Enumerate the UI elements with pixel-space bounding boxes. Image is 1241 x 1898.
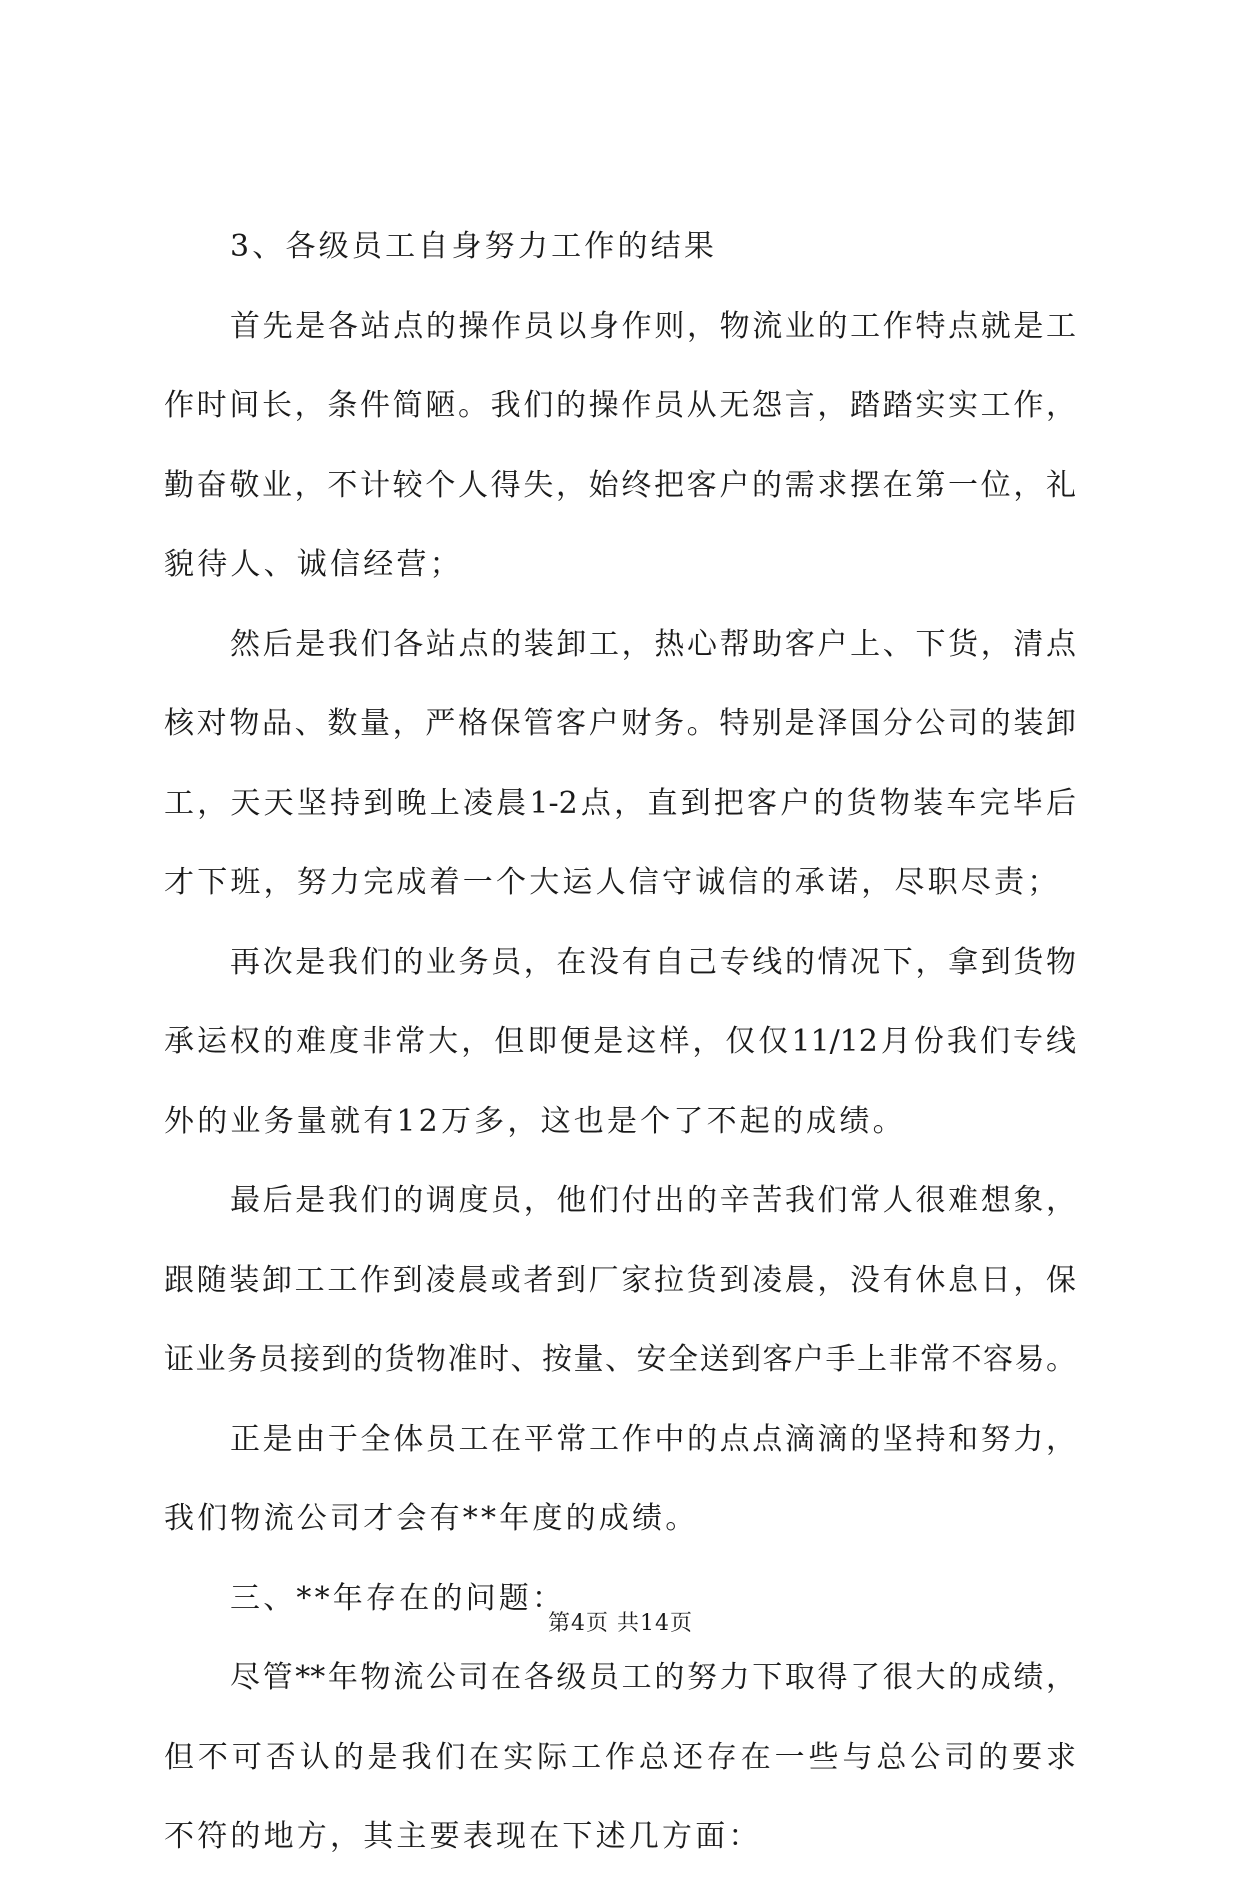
paragraph-line: 作时间长，条件简陋。我们的操作员从无怨言，踏踏实实工作， (164, 388, 1076, 423)
paragraph-line: 承运权的难度非常大，但即便是这样，仅仅11/12月份我们专线 (164, 1024, 1076, 1059)
paragraph-line: 尽管**年物流公司在各级员工的努力下取得了很大的成绩， (230, 1660, 1076, 1695)
page-number-footer: 第4页 共14页 (548, 1611, 693, 1636)
paragraph-line: 才下班，努力完成着一个大运人信守诚信的承诺，尽职尽责； (164, 865, 1061, 900)
document-body (164, 228, 1076, 1898)
paragraph-line: 我们物流公司才会有**年度的成绩。 (164, 1501, 699, 1536)
paragraph-line: 再次是我们的业务员，在没有自己专线的情况下，拿到货物 (230, 944, 1076, 980)
paragraph-line: 核对物品、数量，严格保管客户财务。特别是泽国分公司的装卸 (164, 706, 1076, 741)
paragraph-line: 然后是我们各站点的装卸工，热心帮助客户上、下货，清点 (230, 626, 1076, 662)
paragraph-line: 跟随装卸工工作到凌晨或者到厂家拉货到凌晨，没有休息日，保 (164, 1262, 1076, 1298)
paragraph-line: 最后是我们的调度员，他们付出的辛苦我们常人很难想象， (230, 1183, 1076, 1218)
section-heading: 3、各级员工自身努力工作的结果 (230, 229, 718, 264)
paragraph-line: 不符的地方，其主要表现在下述几方面： (164, 1819, 762, 1854)
paragraph-line: 外的业务量就有12万多，这也是个了不起的成绩。 (164, 1103, 906, 1139)
paragraph-line: 首先是各站点的操作员以身作则，物流业的工作特点就是工 (230, 308, 1076, 344)
paragraph-line: 工，天天坚持到晚上凌晨1-2点，直到把客户的货物装车完毕后 (164, 785, 1076, 821)
section-heading: 三、**年存在的问题： (230, 1580, 566, 1616)
paragraph-line: 勤奋敬业，不计较个人得失，始终把客户的需求摆在第一位，礼 (164, 467, 1076, 503)
paragraph-line: 证业务员接到的货物准时、按量、安全送到客户手上非常不容易。 (164, 1342, 1076, 1377)
paragraph-line: 但不可否认的是我们在实际工作总还存在一些与总公司的要求 (164, 1739, 1076, 1775)
paragraph-line: 貌待人、诚信经营； (164, 547, 463, 582)
paragraph-line: 正是由于全体员工在平常工作中的点点滴滴的坚持和努力， (230, 1421, 1076, 1457)
